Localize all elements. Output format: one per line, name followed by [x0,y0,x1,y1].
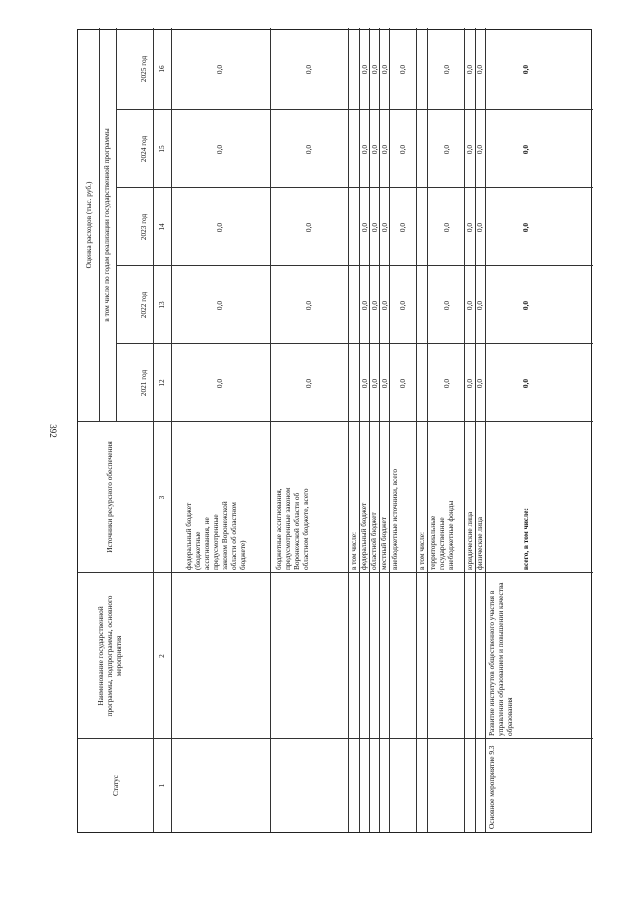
value-cell: 0,0 [215,222,224,233]
value-cell: 0,0 [304,64,313,75]
value-cell: 0,0 [360,378,369,389]
value-cell: 0,0 [475,144,484,155]
value-cell: 0,0 [398,144,407,155]
value-cell: 0,0 [442,222,451,233]
header-name: Наименование государственной программы, подпрограммы, основного мероприятия [96,595,123,717]
value-cell: 0,0 [475,64,484,75]
last-row-source: всего, в том числе: [521,508,530,570]
col-num-12: 12 [157,379,166,387]
source-assignments: бюджетные ассигнования, предусмотренные законом Воронежской области об областном бюджете, всего [274,487,310,570]
col-num-16: 16 [157,65,166,73]
year-2023: 2023 год [139,213,148,241]
total-value-cell: 0,0 [521,378,530,389]
total-value-cell: 0,0 [521,300,530,311]
col-num-14: 14 [157,223,166,231]
value-cell: 0,0 [380,64,389,75]
value-cell: 0,0 [380,378,389,389]
source-legal: юридические лица [465,511,474,570]
value-cell: 0,0 [442,300,451,311]
value-cell: 0,0 [398,300,407,311]
value-cell: 0,0 [475,378,484,389]
value-cell: 0,0 [398,64,407,75]
expense-table [77,29,592,833]
page-number: 392 [48,424,58,438]
year-2021: 2021 год [139,369,148,397]
header-expenses: Оценка расходов (тыс. руб.) [84,181,93,269]
total-value-cell: 0,0 [521,144,530,155]
source-individuals: физические лица [475,517,484,570]
value-cell: 0,0 [304,378,313,389]
value-cell: 0,0 [360,222,369,233]
header-source: Источники ресурсного обеспечения [105,441,114,553]
value-cell: 0,0 [215,144,224,155]
value-cell: 0,0 [465,144,474,155]
year-2022: 2022 год [139,291,148,319]
value-cell: 0,0 [380,222,389,233]
value-cell: 0,0 [304,222,313,233]
value-cell: 0,0 [370,144,379,155]
col-num-2: 2 [157,654,166,658]
value-cell: 0,0 [370,222,379,233]
value-cell: 0,0 [465,222,474,233]
value-cell: 0,0 [442,378,451,389]
col-num-1: 1 [157,783,166,788]
last-row-status: Основное мероприятие 9.3 [487,745,496,829]
value-cell: 0,0 [215,378,224,389]
source-federal-outside: федеральный бюджет (бюджетные ассигнования, не предусмотренные законом Воронежской области об областном бюджете) [184,501,247,570]
value-cell: 0,0 [465,64,474,75]
value-cell: 0,0 [442,64,451,75]
year-2024: 2024 год [139,135,148,163]
value-cell: 0,0 [360,64,369,75]
value-cell: 0,0 [304,300,313,311]
total-value-cell: 0,0 [521,64,530,75]
value-cell: 0,0 [380,144,389,155]
value-cell: 0,0 [360,300,369,311]
value-cell: 0,0 [360,144,369,155]
year-2025: 2025 год [139,55,148,83]
col-num-3: 3 [157,495,166,500]
value-cell: 0,0 [304,144,313,155]
col-num-15: 15 [157,145,166,153]
source-federal: федеральный бюджет [359,502,368,570]
source-including-2: в том числе: [417,531,426,570]
value-cell: 0,0 [370,300,379,311]
value-cell: 0,0 [475,222,484,233]
col-num-13: 13 [157,301,166,309]
source-regional: областной бюджет [369,512,378,570]
last-row-name: Развитие институтов общественного участия в управлении образованием и повышении качества образования [487,582,514,736]
value-cell: 0,0 [398,378,407,389]
value-cell: 0,0 [465,300,474,311]
value-cell: 0,0 [475,300,484,311]
value-cell: 0,0 [442,144,451,155]
source-local: местный бюджет [379,517,388,570]
value-cell: 0,0 [370,64,379,75]
source-extrabudget: внебюджетные источники, всего [390,468,399,570]
value-cell: 0,0 [465,378,474,389]
table-rotated-wrapper [77,29,592,833]
total-value-cell: 0,0 [521,222,530,233]
value-cell: 0,0 [398,222,407,233]
value-cell: 0,0 [215,300,224,311]
header-by-years: в том числе по годам реализации государственной программы [102,128,111,322]
value-cell: 0,0 [370,378,379,389]
header-status: Статус [111,774,120,797]
value-cell: 0,0 [215,64,224,75]
source-including-1: в том числе: [349,531,358,570]
value-cell: 0,0 [380,300,389,311]
source-funds: территориальные государственные внебюджетные фонды [428,500,455,570]
